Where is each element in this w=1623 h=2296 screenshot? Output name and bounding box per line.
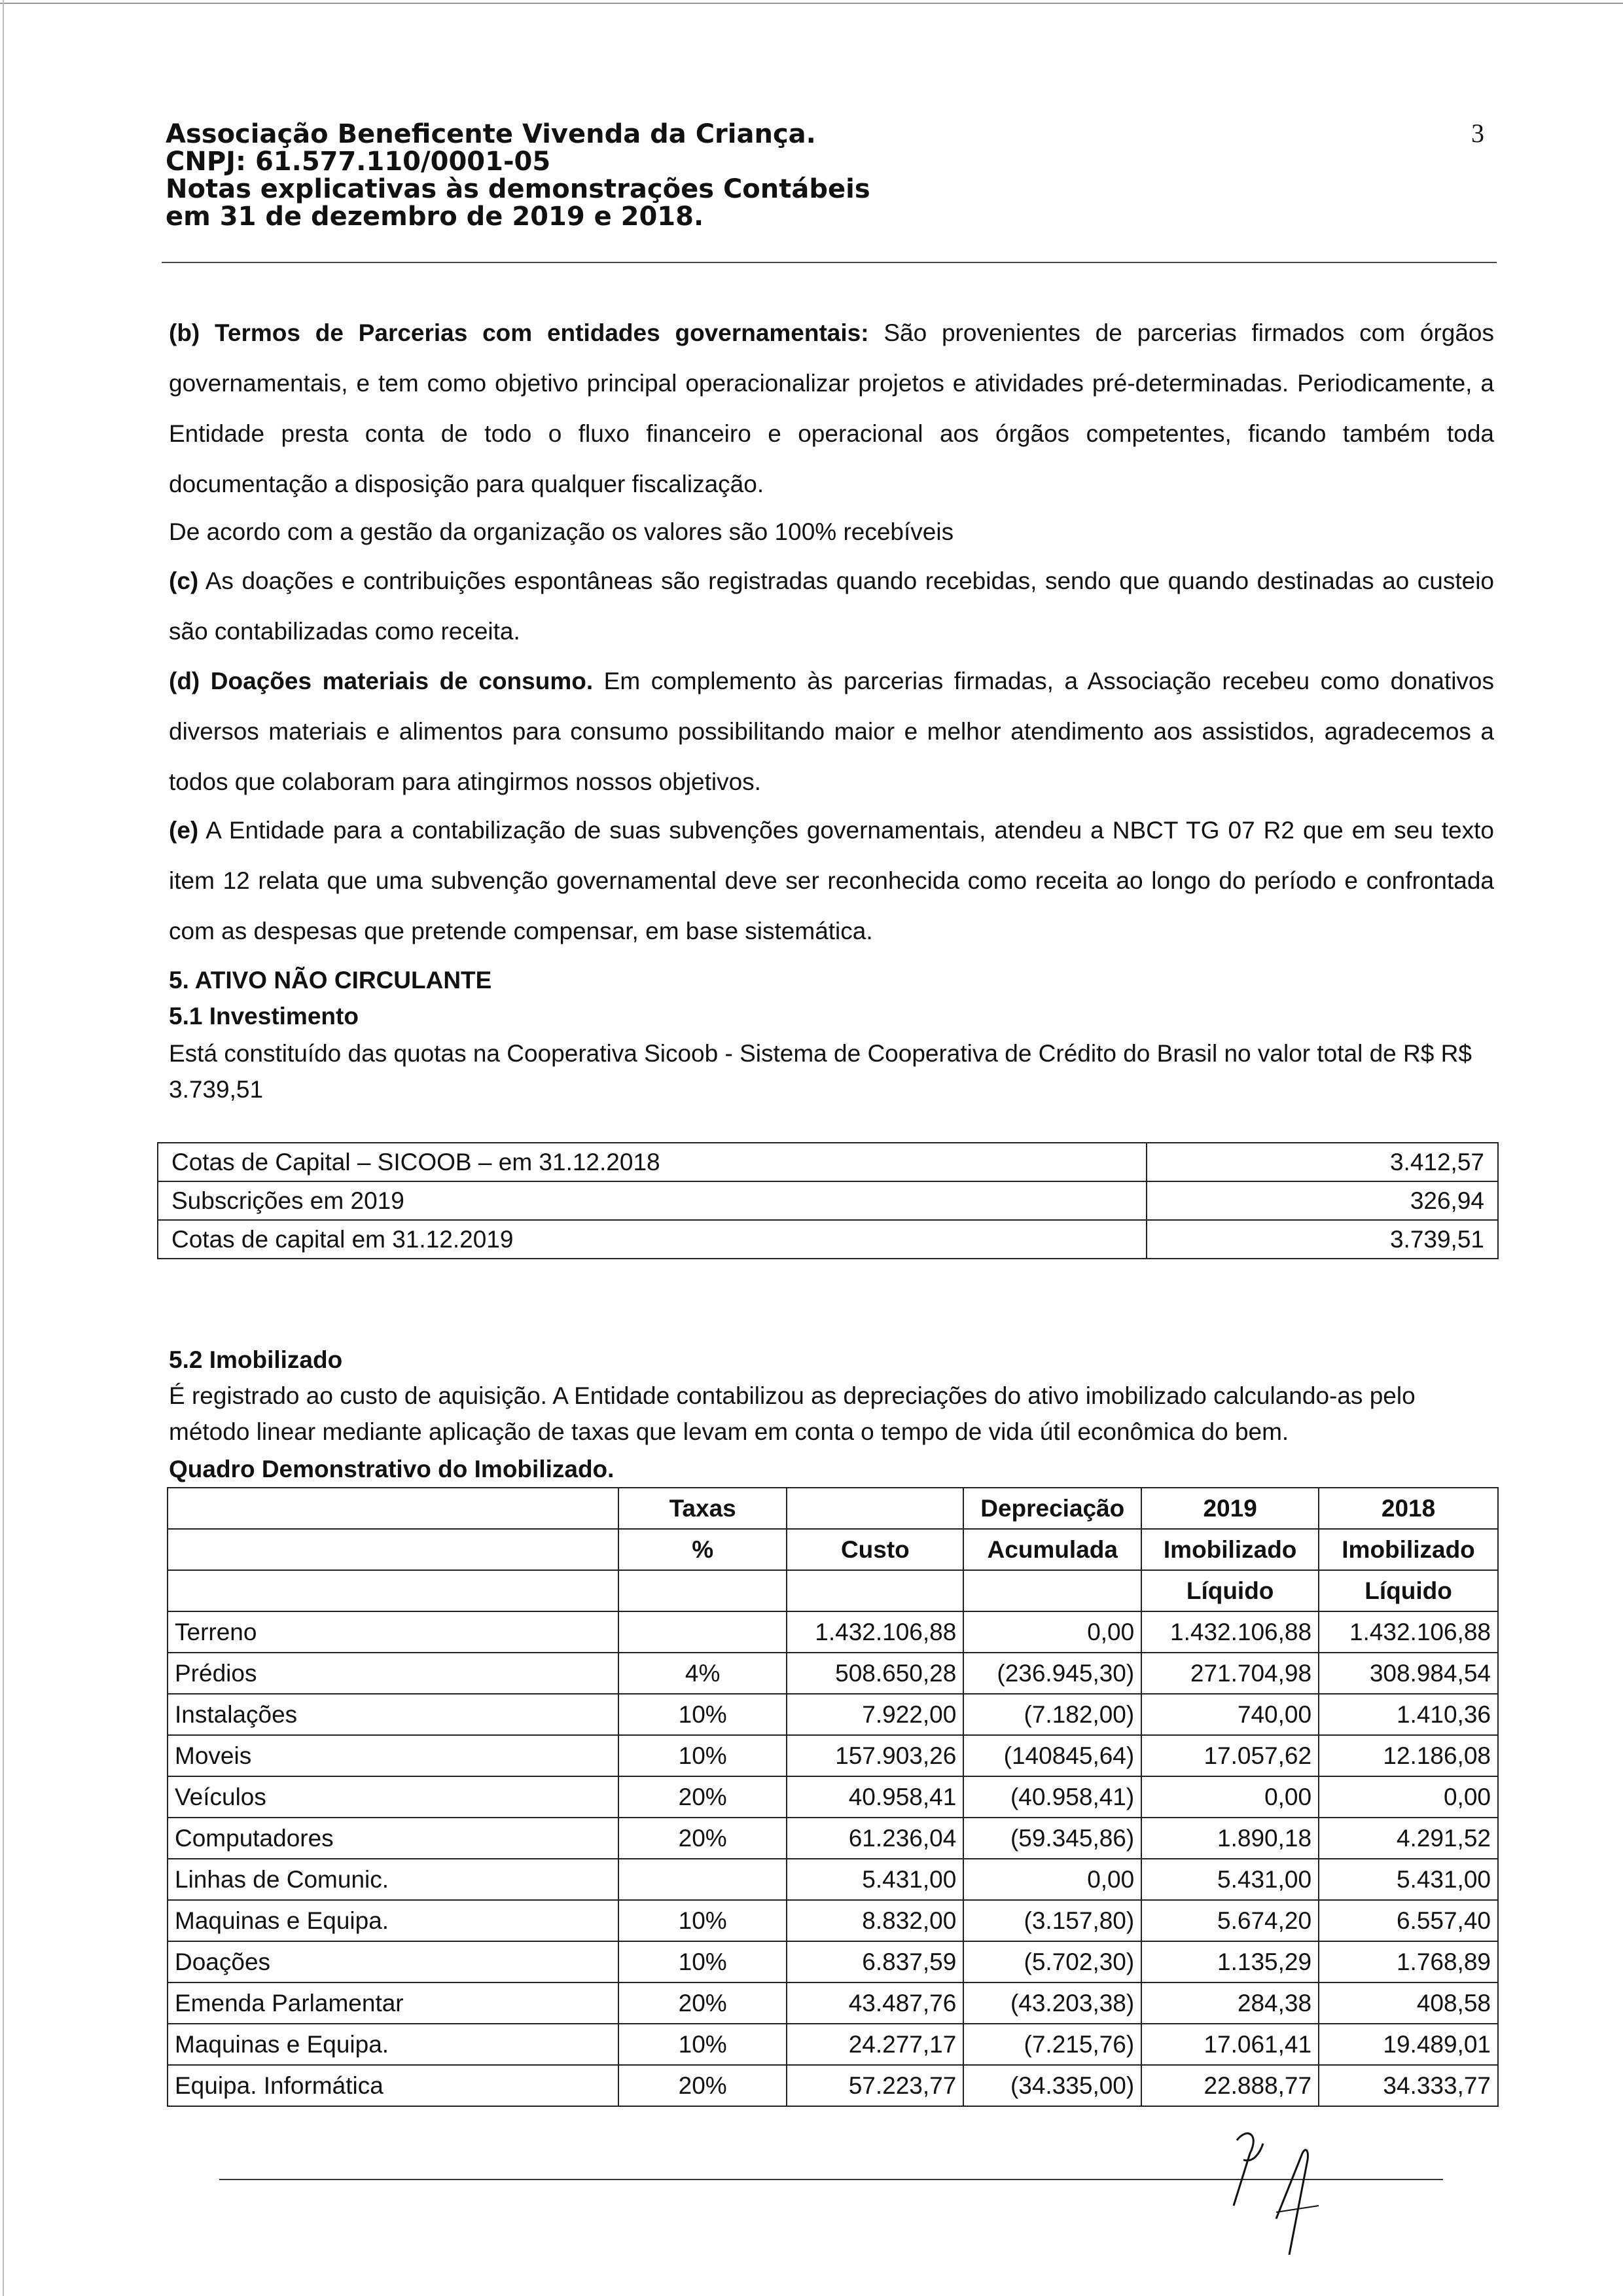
net-2018-cell: 5.431,00 <box>1319 1859 1498 1900</box>
header-depreciacao: Depreciação <box>963 1488 1141 1529</box>
header-org-name: Associação Beneficente Vivenda da Criança. <box>166 119 816 149</box>
header-acumulada: Acumulada <box>963 1529 1141 1570</box>
investment-label: Cotas de capital em 31.12.2019 <box>158 1220 1147 1259</box>
rate-cell: 20% <box>618 1776 787 1818</box>
investment-value: 326,94 <box>1147 1181 1498 1220</box>
paragraph-d <box>169 656 1494 807</box>
asset-name-cell: Terreno <box>168 1611 618 1653</box>
header-taxas: Taxas <box>618 1488 787 1529</box>
table-row <box>168 1982 1498 2024</box>
net-2019-cell: 5.431,00 <box>1141 1859 1319 1900</box>
rate-cell: 10% <box>618 1694 787 1735</box>
table-row <box>158 1143 1498 1181</box>
investment-label: Cotas de Capital – SICOOB – em 31.12.2018 <box>158 1143 1147 1181</box>
section-5-1-title: 5.1 Investimento <box>169 1003 359 1030</box>
table-row <box>168 1776 1498 1818</box>
table-row <box>168 1941 1498 1982</box>
table-header-row <box>168 1529 1498 1570</box>
table-row <box>168 1611 1498 1653</box>
net-2018-cell: 19.489,01 <box>1319 2024 1498 2065</box>
investment-value: 3.412,57 <box>1147 1143 1498 1181</box>
table-header-row <box>168 1570 1498 1611</box>
net-2019-cell: 0,00 <box>1141 1776 1319 1818</box>
net-2018-cell: 4.291,52 <box>1319 1818 1498 1859</box>
net-2018-cell: 6.557,40 <box>1319 1900 1498 1941</box>
header-date: em 31 de dezembro de 2019 e 2018. <box>166 202 704 232</box>
header-2019: 2019 <box>1141 1488 1319 1529</box>
accumulated-depreciation-cell: (236.945,30) <box>963 1653 1141 1694</box>
paragraph-c-text: As doações e contribuições espontâneas são registradas quando recebidas, sendo que quando destinadas ao custeio são contabilizadas como receita. <box>169 567 1494 645</box>
asset-name-cell: Veículos <box>168 1776 618 1818</box>
paragraph-c-label: (c) <box>169 567 199 594</box>
net-2018-cell: 408,58 <box>1319 1982 1498 2024</box>
cost-cell: 24.277,17 <box>787 2024 963 2065</box>
paragraph-b-note: De acordo com a gestão da organização os valores são 100% recebíveis <box>169 518 954 545</box>
net-2018-cell: 1.768,89 <box>1319 1941 1498 1982</box>
net-2019-cell: 17.061,41 <box>1141 2024 1319 2065</box>
accumulated-depreciation-cell: (3.157,80) <box>963 1900 1141 1941</box>
cost-cell: 508.650,28 <box>787 1653 963 1694</box>
table-row <box>168 1694 1498 1735</box>
rate-cell: 4% <box>618 1653 787 1694</box>
cost-cell: 8.832,00 <box>787 1900 963 1941</box>
header-divider <box>162 262 1497 263</box>
rate-cell: 20% <box>618 1818 787 1859</box>
cost-cell: 40.958,41 <box>787 1776 963 1818</box>
cost-cell: 6.837,59 <box>787 1941 963 1982</box>
asset-name-cell: Emenda Parlamentar <box>168 1982 618 2024</box>
table-header-row <box>168 1488 1498 1529</box>
net-2019-cell: 1.432.106,88 <box>1141 1611 1319 1653</box>
asset-name-cell: Moveis <box>168 1735 618 1776</box>
paragraph-b <box>169 308 1494 509</box>
cost-cell: 5.431,00 <box>787 1859 963 1900</box>
section-5-1-text: Está constituído das quotas na Cooperativa Sicoob - Sistema de Cooperativa de Crédito do Brasil no valor total de R$ R$ 3.739,51 <box>169 1040 1472 1103</box>
investment-table <box>157 1142 1499 1259</box>
net-2018-cell: 34.333,77 <box>1319 2065 1498 2106</box>
net-2019-cell: 1.135,29 <box>1141 1941 1319 1982</box>
cost-cell: 1.432.106,88 <box>787 1611 963 1653</box>
cost-cell: 43.487,76 <box>787 1982 963 2024</box>
imobilizado-table-body <box>168 1611 1498 2106</box>
cost-cell: 7.922,00 <box>787 1694 963 1735</box>
asset-name-cell: Doações <box>168 1941 618 1982</box>
paragraph-b-label: (b) Termos de Parcerias com entidades governamentais: <box>169 319 869 346</box>
table-row <box>168 2024 1498 2065</box>
net-2019-cell: 17.057,62 <box>1141 1735 1319 1776</box>
rate-cell: 10% <box>618 1941 787 1982</box>
table-row <box>168 1818 1498 1859</box>
cost-cell: 61.236,04 <box>787 1818 963 1859</box>
header-cnpj: CNPJ: 61.577.110/0001-05 <box>166 147 551 177</box>
section-5-title: 5. ATIVO NÃO CIRCULANTE <box>169 967 492 994</box>
rate-cell <box>618 1611 787 1653</box>
section-5-2-text: É registrado ao custo de aquisição. A Entidade contabilizou as depreciações do ativo imobilizado calculando-as pelo método linear mediante aplicação de taxas que levam em conta o tempo de vida útil econômica do bem. <box>169 1382 1416 1445</box>
imobilizado-table <box>167 1487 1499 2107</box>
net-2019-cell: 1.890,18 <box>1141 1818 1319 1859</box>
investment-label: Subscrições em 2019 <box>158 1181 1147 1220</box>
table-row <box>158 1220 1498 1259</box>
accumulated-depreciation-cell: 0,00 <box>963 1859 1141 1900</box>
header-notes-title: Notas explicativas às demonstrações Contábeis <box>166 174 870 204</box>
rate-cell: 10% <box>618 1900 787 1941</box>
table-row <box>168 2065 1498 2106</box>
scan-edge-top <box>0 3 1623 4</box>
header-liquido-2019: Líquido <box>1141 1570 1319 1611</box>
rate-cell <box>618 1859 787 1900</box>
document-header <box>166 120 1409 230</box>
imobilizado-table-title: Quadro Demonstrativo do Imobilizado. <box>169 1456 615 1482</box>
asset-name-cell: Computadores <box>168 1818 618 1859</box>
asset-name-cell: Equipa. Informática <box>168 2065 618 2106</box>
header-custo: Custo <box>787 1529 963 1570</box>
paragraph-d-text: Em complemento às parcerias firmadas, a Associação recebeu como donativos diversos materiais e alimentos para consumo possibilitando maior e melhor atendimento aos assistidos, agradecemos a todos que colaboram para atingirmos nossos objetivos. <box>169 668 1494 795</box>
investment-value: 3.739,51 <box>1147 1220 1498 1259</box>
net-2019-cell: 5.674,20 <box>1141 1900 1319 1941</box>
table-row <box>168 1653 1498 1694</box>
page-number: 3 <box>1471 118 1484 148</box>
paragraph-e-label: (e) <box>169 817 199 844</box>
accumulated-depreciation-cell: (40.958,41) <box>963 1776 1141 1818</box>
asset-name-cell: Maquinas e Equipa. <box>168 2024 618 2065</box>
accumulated-depreciation-cell: (140845,64) <box>963 1735 1141 1776</box>
accumulated-depreciation-cell: (5.702,30) <box>963 1941 1141 1982</box>
paragraph-e-text: A Entidade para a contabilização de suas subvenções governamentais, atendeu a NBCT TG 07 R2 que em seu texto item 12 relata que uma subvenção governamental deve ser reconhecida como receita ao longo do período e confrontada com as despesas que pretende compensar, em base sistemática. <box>169 817 1494 944</box>
accumulated-depreciation-cell: (34.335,00) <box>963 2065 1141 2106</box>
header-2018: 2018 <box>1319 1488 1498 1529</box>
rate-cell: 20% <box>618 1982 787 2024</box>
header-liquido-2018: Líquido <box>1319 1570 1498 1611</box>
paragraph-b-text: São provenientes de parcerias firmados com órgãos governamentais, e tem como objetivo principal operacionalizar projetos e atividades pré-determinadas. Periodicamente, a Entidade presta conta de todo o fluxo financeiro e operacional aos órgãos competentes, ficando também toda documentação a disposição para qualquer fiscalização. <box>169 319 1494 497</box>
cost-cell: 157.903,26 <box>787 1735 963 1776</box>
net-2019-cell: 271.704,98 <box>1141 1653 1319 1694</box>
table-row <box>168 1859 1498 1900</box>
net-2018-cell: 1.432.106,88 <box>1319 1611 1498 1653</box>
net-2018-cell: 308.984,54 <box>1319 1653 1498 1694</box>
signature-mark <box>1198 2114 1394 2265</box>
table-row <box>168 1735 1498 1776</box>
rate-cell: 20% <box>618 2065 787 2106</box>
header-percent: % <box>618 1529 787 1570</box>
accumulated-depreciation-cell: (59.345,86) <box>963 1818 1141 1859</box>
paragraph-c <box>169 556 1494 656</box>
section-5-2-title: 5.2 Imobilizado <box>169 1346 343 1373</box>
asset-name-cell: Instalações <box>168 1694 618 1735</box>
rate-cell: 10% <box>618 1735 787 1776</box>
accumulated-depreciation-cell: (7.182,00) <box>963 1694 1141 1735</box>
paragraph-e <box>169 805 1494 956</box>
header-imobilizado-2018: Imobilizado <box>1319 1529 1498 1570</box>
accumulated-depreciation-cell: (43.203,38) <box>963 1982 1141 2024</box>
asset-name-cell: Linhas de Comunic. <box>168 1859 618 1900</box>
table-row <box>158 1181 1498 1220</box>
cost-cell: 57.223,77 <box>787 2065 963 2106</box>
accumulated-depreciation-cell: 0,00 <box>963 1611 1141 1653</box>
table-row <box>168 1900 1498 1941</box>
rate-cell: 10% <box>618 2024 787 2065</box>
net-2018-cell: 0,00 <box>1319 1776 1498 1818</box>
paragraph-d-label: (d) Doações materiais de consumo. <box>169 668 594 694</box>
net-2019-cell: 284,38 <box>1141 1982 1319 2024</box>
asset-name-cell: Prédios <box>168 1653 618 1694</box>
scan-edge-left <box>3 0 4 2296</box>
header-imobilizado-2019: Imobilizado <box>1141 1529 1319 1570</box>
net-2019-cell: 22.888,77 <box>1141 2065 1319 2106</box>
asset-name-cell: Maquinas e Equipa. <box>168 1900 618 1941</box>
net-2019-cell: 740,00 <box>1141 1694 1319 1735</box>
accumulated-depreciation-cell: (7.215,76) <box>963 2024 1141 2065</box>
net-2018-cell: 1.410,36 <box>1319 1694 1498 1735</box>
net-2018-cell: 12.186,08 <box>1319 1735 1498 1776</box>
